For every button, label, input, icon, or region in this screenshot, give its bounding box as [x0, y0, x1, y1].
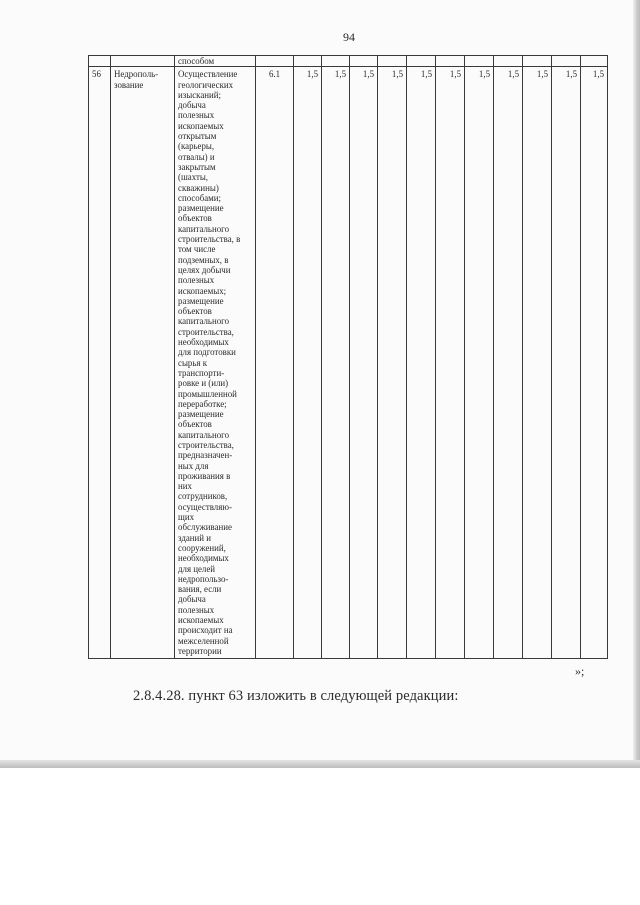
cell-land-use-code: 6.1: [256, 67, 294, 659]
cell-land-use-name: Недрополь- зование: [111, 67, 175, 659]
table-row-56: [89, 67, 608, 659]
cell-empty: [378, 56, 407, 67]
cell-value: 1,5: [322, 67, 350, 659]
cell-name-empty: [111, 56, 175, 67]
closing-quote: »;: [575, 664, 585, 678]
cell-value: 1,5: [350, 67, 378, 659]
scan-edge-shadow-bottom: [0, 760, 640, 768]
cell-value: 1,5: [407, 67, 436, 659]
cell-empty: [256, 56, 294, 67]
cell-value: 1,5: [378, 67, 407, 659]
cell-empty: [552, 56, 581, 67]
cell-value: 1,5: [581, 67, 608, 659]
scan-edge-shadow-right: [633, 0, 640, 768]
cell-value: 1,5: [523, 67, 552, 659]
table-row-continued: [89, 56, 608, 67]
amendment-instruction: 2.8.4.28. пункт 63 изложить в следующей редакции:: [133, 688, 459, 704]
cell-land-use-description: Осуществление геологических изысканий; добыча полезных ископаемых открытым (карьеры, отвалы) и закрытым (шахты, скважины) способами; размещение объектов капитального строительства, в том числе подземных, в целях добычи полезных ископаемых; размещение объектов капитального строительства, необходимых для подготовки сырья к транспорти- ровке и (или) промышленной переработке; размещение объектов капитального строительства, предназначен- ных для проживания в них сотрудников, осуществляю- щих обслуживание зданий и сооружений, необходимых для целей недропользо- вания, если добыча полезных ископаемых происходит на межселенной территории: [175, 67, 256, 659]
cell-value: 1,5: [436, 67, 465, 659]
cell-empty: [322, 56, 350, 67]
cell-value: 1,5: [494, 67, 523, 659]
cell-value: 1,5: [294, 67, 322, 659]
land-use-table: [88, 55, 608, 659]
cell-value: 1,5: [465, 67, 494, 659]
cell-empty: [523, 56, 552, 67]
cell-row-number: 56: [89, 67, 111, 659]
cell-empty: [436, 56, 465, 67]
cell-value: 1,5: [552, 67, 581, 659]
cell-empty: [465, 56, 494, 67]
page-number: 94: [343, 30, 355, 44]
cell-number-empty: [89, 56, 111, 67]
cell-empty: [350, 56, 378, 67]
cell-empty: [294, 56, 322, 67]
cell-empty: [407, 56, 436, 67]
cell-empty: [581, 56, 608, 67]
cell-description-continued: способом: [175, 56, 256, 67]
cell-empty: [494, 56, 523, 67]
